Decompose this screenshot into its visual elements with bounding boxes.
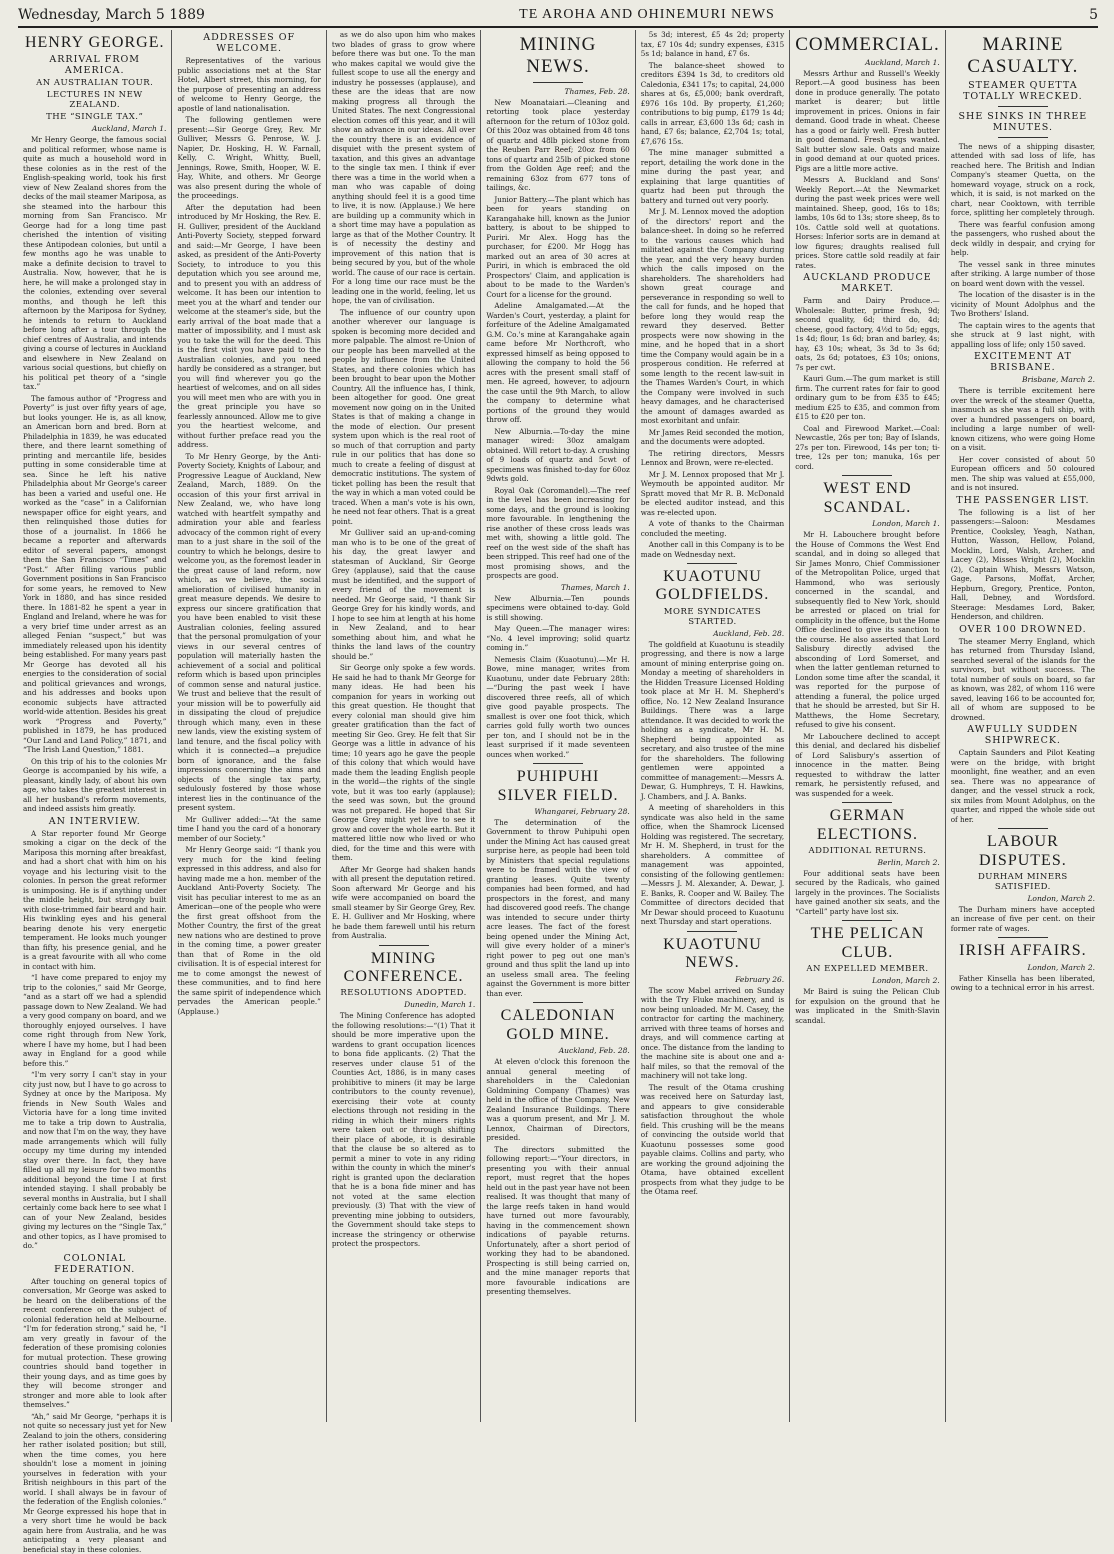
- divider: [533, 82, 583, 83]
- article-body: [641, 30, 784, 559]
- subheading: MORE SYNDICATES STARTED.: [663, 606, 762, 627]
- article-body: [23, 1277, 166, 1554]
- section-heading: AUCKLAND PRODUCE MARKET.: [803, 272, 932, 295]
- paragraph: Mr Gulliver added:—“At the same time I hand you the card of a honorary member of our Society.”: [177, 814, 321, 843]
- paragraph: On this trip of his to the colonies Mr George is accompanied by his wife, a pleasant, kindly lady, of about his own age, who takes the greatest interest in all her husband's reform movements, and indeed assists him greatly.: [23, 756, 167, 814]
- dateline: February 26.: [735, 974, 785, 984]
- column-5: [636, 30, 790, 1422]
- subheading: STEAMER QUETTA TOTALLY WRECKED.: [963, 79, 1083, 102]
- paragraph: A vote of thanks to the Chairman concluded the meeting.: [640, 519, 785, 538]
- subheading: ARRIVAL FROM AMERICA.: [49, 54, 141, 77]
- article-body: [951, 905, 1095, 934]
- paragraph: 5s 3d; interest, £5 4s 2d; property tax, £7 10s 4d; sundry expenses, £315 5s 1d; balance in hand, £7 6s.: [640, 30, 785, 58]
- article-heading: LABOUR DISPUTES.: [979, 833, 1067, 869]
- paragraph: Royal Oak (Coromandel).—The reef in the level has been increasing for some days, and the ground is looking more favourable. In lengthening the rise another of these cross leads was met with, showing a little gold. The reef on the west side of the shaft has been stripped. This reef had one of the most promising shows, and the prospects are good.: [486, 485, 630, 581]
- article-body: [177, 56, 320, 1016]
- paragraph: “Ah,” said Mr George, “perhaps it is not quite so necessary just yet for New Zealand to join the others, considering her rather isolated position; but still, when the time comes, you here shouldn't lose a moment in joining yourselves in federation with your British neighbours in this part of the world. I shall always be in favour of the federation of the English colonies.” Mr George expressed his hope that in a very short time he would be back again here from Australia, and he was anticipating a very pleasant and beneficial stay in these colonies.: [23, 1411, 167, 1554]
- dateline: London, March 1.: [872, 519, 940, 529]
- paragraph: There was fearful confusion among the passengers, who rushed about the deck wildly in despair, and crying for help.: [950, 219, 1096, 258]
- paragraph: New Alburnia.—Ten pounds specimens were obtained to-day. Gold is still showing.: [486, 593, 630, 622]
- article-heading: PUHIPUHI SILVER FIELD.: [497, 768, 619, 804]
- article-body: [795, 69, 940, 271]
- paragraph: The mine manager submitted a report, detailing the work done in the mine during the past year, and explaining that large quantities of quartz had been put through the battery and turned out very poorly.: [640, 148, 785, 205]
- article-body: [795, 530, 940, 798]
- divider: [842, 802, 892, 803]
- article-heading: MARINE CASUALTY.: [967, 34, 1079, 77]
- article-body: [641, 640, 784, 927]
- paragraph: The Mining Conference has adopted the following resolutions:—“(1) That it should be more imperative upon the wardens to grant occupation licences to bona fide applicants. (2) That the reserves under clause 51 of the Counties Act, 1886, is in many cases prohibitive to miners (it may be large contributors to the county revenue), exercising their vote at county elections through not residing in the riding in which their miners rights were taken out or through shifting their place of abode, it is desirable that the clause be so altered as to permit a miner to vote in any riding within the county in which the miner's right is granted upon the declaration that he is a bona fide miner and has not voted at the same election previously. (3) That with the view of preventing mine jobbing to outsiders, the Government should take steps to increase the stringency or otherwise protect the prospectors.: [331, 1011, 476, 1249]
- article-heading: KUAOTUNU NEWS.: [663, 935, 762, 972]
- dateline: Whangarei, February 28.: [534, 806, 630, 816]
- paragraph: At eleven o'clock this forenoon the annual general meeting of shareholders in the Caledonian Goldmining Company (Thames) was held in the office of the Company, New Zealand Insurance Buildings. There was a quorum present, and Mr J. M. Lennox, Chairman of Directors, presided.: [486, 1057, 630, 1143]
- dateline: Thames, Feb. 28.: [564, 86, 630, 96]
- article-heading: MINING NEWS.: [519, 34, 597, 77]
- paragraph: “I'm very sorry I can't stay in your city just now, but I have to go across to Sydney at once by the Mariposa. My friends in New South Wales and Victoria have for a long time invited me to take a trip down to Australia, and now that I'm on the way, they have made arrangements which will fully occupy my time during my intended stay over there. In fact, they have filled up all my leisure for two months additional beyond the time I at first intended staying. I shall probably be several months in Australia, but I shall certainly come back here to see what I can of your New Zealand, besides giving my lectures on the “Single Tax,” and other topics, as I have promised to do.”: [23, 1070, 167, 1251]
- divider: [998, 106, 1048, 107]
- paragraph: The balance-sheet showed to creditors £394 1s 3d, to creditors old Caledonia, £341 17s; to capital, 24,000 shares at 6s, £5,000; bank overdraft, £976 16s 10d. By property, £1,260; contributions to big pump, £179 1s 4d; calls in arrear, £3,600 13s 6d; cash in hand, £7 6s; balance, £2,704 1s; total, £7,676 15s.: [640, 60, 785, 146]
- paragraph: Nemesis Claim (Kuaotunu).—Mr H. Bowe, mine manager, writes from Kuaotunu, under date February 28th:—“During the past week I have discovered three reefs, all of which give good payable prospects. The smallest is over one foot thick, which carries gold fully worth two ounces per ton, and I should not be in the least surprised if it made seventeen ounces when worked.”: [486, 654, 630, 759]
- dateline: Berlin, March 2.: [877, 857, 940, 867]
- section-heading: OVER 100 DROWNED.: [959, 623, 1087, 635]
- article-heading: HENRY GEORGE.: [24, 34, 165, 51]
- paragraph: Adeline Amalgamated.—At the Warden's Court, yesterday, a plaint for forfeiture of the Adeline Amalgamated G.M. Co.'s mine at Karangahake again came before Mr Northcroft, who expressed himself as being opposed to allowing the company to hold the 56 acres with the present small staff of men. He agreed, however, to adjourn the case until the 9th March, to allow the company to determine what portions of the ground they would throw off.: [486, 301, 630, 425]
- paragraph: The retiring directors, Messrs Lennox and Brown, were re-elected.: [640, 448, 785, 467]
- paragraph: Another call in this Company is to be made on Wednesday next.: [640, 540, 785, 559]
- section-heading: AN INTERVIEW.: [48, 815, 141, 827]
- paragraph: After the deputation had been introduced by Mr Hosking, the Rev. E. H. Gulliver, president of the Auckland Anti-Poverty Society, stepped forward and said:—Mr George, I have been asked, as president of the Anti-Poverty Society, to introduce to you this deputation which you see around me, and to present you with an address of welcome. It has been our intention to meet you at the wharf and tender our welcome at the steamer's side, but the early arrival of the boat made that a matter of impossibility, and I must ask you to take the will for the deed. This is the first visit you have paid to the Australian colonies, and you need hardly be considered as a stranger, but you will find wherever you go the heartiest of welcomes, and on all sides you will meet men who are with you in the great principle you have so fearlessly announced. Allow me to give you the heartiest welcome, and without further preface read you the address.: [177, 202, 321, 449]
- paragraph: Kauri Gum.—The gum market is still firm. The current rates for fair to good ordinary gum to be from £35 to £45; medium £25 to £35, and common from £15 to £20 per ton.: [795, 374, 940, 422]
- column-4: [481, 30, 635, 1422]
- dateline: Thames, March 1.: [560, 582, 630, 592]
- divider: [533, 763, 583, 764]
- paragraph: The vessel sank in three minutes after striking. A large number of those on board went down with the vessel.: [950, 259, 1096, 288]
- subheading: DURHAM MINERS SATISFIED.: [977, 871, 1068, 892]
- subheading: ADDITIONAL RETURNS.: [808, 845, 927, 856]
- section-heading: AWFULLY SUDDEN SHIPWRECK.: [967, 724, 1079, 747]
- article-body: [951, 142, 1095, 350]
- paragraph: The goldfield at Kuaotunu is steadily progressing, and there is now a large amount of mining enterprise going on. Monday a meeting of shareholders in the Hidden Treasure Licensed Holding took place at Mr H. M. Shepherd's office, No. 12 New Zealand Insurance Buildings. There was a large attendance. It was decided to work the holding as a syndicate, Mr H. M. Shepherd being appointed as secretary, and also trustee of the mine for the shareholders. The following gentlemen were appointed a committee of management:—Messrs A. Dewar, G. Humphreys, T. H. Hawkins, J. Chambers, and J. A. Banks.: [640, 639, 785, 801]
- article-body: [486, 594, 629, 760]
- article-body: [951, 508, 1095, 622]
- article-heading: WEST END SCANDAL.: [823, 480, 912, 516]
- paragraph: There is terrible excitement here over the wreck of the steamer Quetta, inasmuch as she was a full ship, with over a hundred passengers on board, including a large number of well-known citizens, who were going Home on a visit.: [950, 386, 1096, 453]
- subheading: AN AUSTRALIAN TOUR.: [36, 78, 154, 89]
- article-heading: GERMAN ELECTIONS.: [816, 807, 919, 843]
- paragraph: New Alburnia.—To-day the mine manager wired: 30oz amalgam obtained. Will retort to-day. A crushing of 9 loads of quartz and 5cwt of specimens was finished to-day for 60oz 9dwts gold.: [486, 426, 630, 484]
- paragraph: The captain wires to the agents that she struck at 9 last night, with appalling loss of life; only 150 saved.: [950, 320, 1096, 349]
- dateline: Auckland, March 1.: [91, 124, 167, 134]
- paragraph: Her cover consisted of about 50 European officers and 50 coloured men. The ship was valued at £55,000, and is not insured.: [950, 454, 1096, 493]
- paragraph: Father Kinsella has been liberated, owing to a technical error in his arrest.: [950, 973, 1096, 993]
- section-heading: COLONIAL FEDERATION.: [54, 1252, 136, 1275]
- article-heading: KUAOTUNU GOLDFIELDS.: [655, 568, 770, 604]
- article-body: [795, 987, 940, 1025]
- subheading: AN EXPELLED MEMBER.: [806, 964, 929, 975]
- masthead: [18, 4, 1098, 28]
- paragraph: The result of the Otama crushing was received here on Saturday last, and appears to give considerable satisfaction throughout the whole field. This crushing will be the means of convincing the outside world that Kuaotunu possesses some good payable claims. Collins and party, who are working the ground adjoining the Otama, have obtained excellent prospects from what they judge to be the Otama reef.: [640, 1082, 785, 1197]
- paragraph: Mr Gulliver said an up-and-coming man who is to be one of the great of his day, the great lawyer and statesman of Auckland, Sir George Grey (applause), said that the cause must be identified, and the support of every friend of the movement is needed. Mr George said, “I thank Sir George Grey for his kindly words, and I hope to see him at length at his home in New Zealand, and to hear something about him, and what he thinks the land laws of the country should be.”: [331, 528, 476, 661]
- paragraph: Mr James Reid seconded the motion, and the documents were adopted.: [640, 427, 785, 446]
- dateline: Auckland, Feb. 28.: [558, 1046, 630, 1056]
- paragraph: The location of the disaster is in the vicinity of Mount Adolphus and the Two Brothers' Island.: [950, 290, 1096, 319]
- paragraph: Junior Battery.—The plant which has been for years standing on Karangahake hill, known as the Junior battery, is about to be shipped to Puriri. Mr Alex. Hogg has the purchaser, for £200. Mr Hogg has marked out an area of 30 acres at Puriri, in which is embraced the old Prospectors' Claim, and application is about to be made to the Warden's Court for a license for the ground.: [486, 194, 630, 299]
- paragraph: The following is a list of her passengers:—Saloon: Mesdames Prentice, Cooksley, Yeagh, Nathan, Hutton, Wasson, Hellow, Poland, Mocklin, Lord, Walsh, Archer, and Lacey (2), Misses Wright (2), Mocklin (2), Captain Whish, Messrs Watson, Gage, Parsons, Moffat, Archer, Hepburn, Gregory, Prentice, Ponton, Hall, Debney, and Wordsford. Steerage: Mesdames Lord, Baker, Henderson, and children.: [950, 507, 1096, 622]
- article-heading: COMMERCIAL.: [795, 34, 940, 55]
- dateline: Brisbane, March 2.: [1022, 375, 1096, 385]
- column-2: [172, 30, 326, 1422]
- paragraph: The scow Mabel arrived on Sunday with the Try Fluke machinery, and is now being unloaded. Mr M. Casey, the contractor for carting the machinery, arrived with three teams of horses and drays, and will commence carting at once. The distance from the landing to the machine site is about one and a-half miles, so that the removal of the machinery will not take long.: [640, 985, 785, 1081]
- article-body: [23, 135, 166, 814]
- paragraph: A Star reporter found Mr George smoking a cigar on the deck of the Mariposa this morning after breakfast, and had a short chat with him on his voyage and his lecturing visit to the colonies. In person the great reformer is unimposing. He is if anything under the middle height, but strongly built with close-trimmed fair beard and hair. His twinkling eyes and his general bearing denote his very energetic temperament. He looks much younger than fifty, his presence genial, and he is a great favourite with all who come in contact with him.: [23, 828, 167, 971]
- article-body: [486, 1057, 629, 1297]
- paragraph: May Queen.—The manager wires: “No. 4 level improving; solid quartz coming in.”: [486, 624, 630, 653]
- section-heading: THE PASSENGER LIST.: [956, 494, 1090, 506]
- divider: [687, 931, 737, 932]
- paragraph: To Mr Henry George, by the Anti-Poverty Society, Knights of Labour, and Progressive League of Auckland, New Zealand, March, 1889. On the occasion of this your first arrival in New Zealand, we, who have long watched with heartfelt sympathy and admiration your able and fearless advocacy of the common right of every man to a just share in the soil of the country to which he belongs, desire to welcome you, as the foremost leader in the great cause of land reform, now which, as we believe, the social amelioration of civilised humanity in great measure depends. We desire to express our sincere gratification that you have been enabled to visit these Australian colonies, feeling assured that the personal promulgation of your views in our several centres of population will materially hasten the achievement of a social and political reform which is based upon principles of common sense and natural justice. We trust and believe that the result of your mission will be to powerfully aid in dissipating the cloud of prejudice through which many, even in these new lands, view the existing system of land tenure, and the fiscal policy with which it is connected—a prejudice born of ignorance, and the false impressions concerning the aims and objects of the single tax party, sedulously fostered by those whose interest lies in the continuance of the present system.: [177, 451, 321, 812]
- article-heading: CALEDONIAN GOLD MINE.: [500, 1007, 616, 1043]
- paragraph: The steamer Merry England, which has returned from Thursday Island, searched several of the islands for the survivors, but without success. The total number of souls on board, so far as known, was 282, of whom 116 were saved, leaving 166 to be accounted for, all of whom are supposed to be drowned.: [950, 636, 1096, 722]
- paragraph: Messrs Arthur and Russell's Weekly Report.—A good business has been done in produce generally. The potato market is dearer; but little improvement in prices. Onions in fair demand. Good trade in wheat. Cheese has a good or fairly well. Fresh butter in good demand. Fresh eggs wanted. Salt butter slow sale. Oats and maize in good demand at our quoted prices. Pigs are a little more active.: [795, 68, 940, 173]
- paragraph: The influence of our country upon another wherever our language is spoken is becoming more decided and more palpable. The almost re-Union of our people has been marvelled at the people by influence from the United States, and there colonies which has been brought to bear upon the Mother Country. All the influence has, I think, been altogether for good. One great movement now going on in the United States is that of making a change in the mode of election. Our present system upon which is the real root of so much of that corruption and party rule in our politics that has done so much to create a feeling of disgust at democratic institutions. The system of ticket polling has been the result that the way in which a man voted could be traced. When a man's vote is his own, he need not fear others. That is a great point.: [331, 307, 476, 526]
- paragraph: Mr Henry George, the famous social and political reformer, whose name is quite as much a household word in these colonies as in the rest of the English-speaking world, took his first view of New Zealand shores from the decks of the mail steamer Mariposa, as she steamed into the harbour this morning from San Francisco. Mr George had for a long time past cherished the intention of visiting these Antipodean colonies, but until a few months ago he was unable to make a definite decision to travel to Australia. Now, however, that he is here, he will make a prolonged stay in the colonies, extending over several months, and though he left this afternoon by the Mariposa for Sydney, he intends to return to Auckland before long after a tour through the chief centres of Australia, and intends giving a course of lectures in Auckland and elsewhere in New Zealand on various social questions, but chiefly on his political pet theory of a “single tax.”: [23, 135, 167, 392]
- subheading: SHE SINKS IN THREE MINUTES.: [958, 110, 1088, 133]
- paragraph: After touching on general topics of conversation, Mr George was asked to be heard on the deliberations of the recent conference on the subject of colonial federation held at Melbourne. “I'm for federation strong,” said he, “I am very greatly in favour of the federation of these promising colonies for mutual protection. These growing countries should band together in their young days, and as time goes by they will become stronger and stronger and more able to look after themselves.”: [23, 1276, 167, 1410]
- article-heading: ADDRESSES OF WELCOME.: [203, 32, 296, 54]
- paragraph: Messrs A. Buckland and Sons' Weekly Report.—At the Newmarket during the past week prices were well maintained. Sheep, good, 16s to 18s; lambs, 10s 6d to 13s; store sheep, 8s to 10s. Cattle sold well at quotations. Horses: Inferior sorts are in demand at low figures; draughts realised full prices. Store cattle sold readily at fair rates.: [795, 175, 940, 270]
- paragraph: Farm and Dairy Produce.—Wholesale: Butter, prime fresh, 9d; second quality, 6d; third do, 4d; cheese, good factory, 4½d to 5d; eggs, 1s 4d; flour, 1s 6d; bran and barley, 4s; hay, £3 10s; wheat, 3s 3d to 3s 6d; oats, 2s 6d; potatoes, £3 10s; onions, 7s per cwt.: [795, 296, 940, 372]
- paragraph: Sir George only spoke a few words. He said he had to thank Mr George for many ideas. He had been his companion for years in working out this great question. He thought that every colonial man should give him greater gratification than the fact of meeting Sir Geo. Grey. He felt that Sir George was a little in advance of his time; 10 years ago he gave the people of this colony that which would have made them the leading English people in the world—the rights of the single vote, but it was too early (applause); the seed was sown, but the ground was not prepared. He hoped that Sir George Grey might yet live to see it grow and cover the whole earth. But it mattered little now who lived or who died, for the time and this were with them.: [331, 663, 476, 862]
- article-body: [23, 829, 166, 1251]
- article-heading: THE PELICAN CLUB.: [810, 925, 925, 961]
- subheading: LECTURES IN NEW ZEALAND.: [46, 90, 143, 111]
- subheading: RESOLUTIONS ADOPTED.: [340, 988, 467, 999]
- paragraph: The Durham miners have accepted an increase of five per cent. on their former rate of wages.: [950, 904, 1096, 933]
- paragraph: Four additional seats have been secured by the Radicals, who gained largely in the provinces. The Socialists have gained another six seats, and the “Cartell” party have lost six.: [795, 868, 940, 916]
- dateline: Auckland, Feb. 28.: [713, 628, 785, 638]
- page-number: 5: [1089, 7, 1098, 23]
- dateline: London, March 2.: [1027, 962, 1096, 972]
- paragraph: as we do also upon him who makes two blades of grass to grow where before there was but one. To the man who makes capital we would give the fullest scope to use all the energy and industry he possesses (applause), and these are the ideas that are now making progress all through the United States. The next Congressional election comes off this year, and it will show an advance in our ideas. All over the country there is an evidence of disquiet with the present system of taxation, and this gives an advantage to the single tax men. I think if ever there was a time in the world when a man who was capable of doing anything should feel it is a good time to live, it is now. (Applause.) We here are building up a community which in a short time may have a population as large as that of the Mother Country. It is of necessity the destiny and improvement of this nation that is being secured by you, but of the whole world. The cause of our race is certain. For a long time our race must be the leading one in the world, feeling, let us hope, the van of civilisation.: [331, 30, 476, 305]
- divider: [533, 1002, 583, 1003]
- article-body: [641, 986, 784, 1197]
- subheading: THE “SINGLE TAX.”: [46, 112, 144, 123]
- paragraph: The following gentlemen were present:—Sir George Grey, Rev. Mr Gulliver, Messrs G. Penrose, W. J. Napier, Dr. Hosking, H. W. Farnall, Kelly, C. Wright, Whitty, Buell, Jennings, Rowe, Smith, Hooper, W. E. Hay, White, and others. Mr George was also present during the whole of the proceedings.: [177, 115, 321, 200]
- columns: [18, 30, 1100, 1554]
- paragraph: Mr Henry George said: “I thank you very much for the kind feeling expressed in this address, and also for having made me a hon. member of the Auckland Anti-Poverty Society. The visit has peculiar interest to me as an American—one of the people who were the first great offshoot from the Mother Country, the first of the great new nations who are destined to prove in the coming time, a power greater than that of Rome in the old civilisation. It is of especial interest for me to come amongst the newest of these communities, and to find here the same spirit of independence which pervades the American people.” (Applause.): [177, 845, 321, 1016]
- article-body: [951, 748, 1095, 824]
- paragraph: “I have come prepared to enjoy my trip to the colonies,” said Mr George, “and as a start off we had a splendid passage down to New Zealand. We had a very good company on board, and we thoroughly enjoyed ourselves. I have come right through from New York, where I have my home, but I had been away in England for a good while before this.”: [23, 973, 167, 1068]
- paragraph: The famous author of “Progress and Poverty” is just over fifty years of age, but looks younger. He is, as all know, an American born and bred. Born at Philadelphia in 1839, he was educated there, and there learnt something of printing and mercantile life, besides putting in some considerable time at sea. Since he left his native Philadelphia about Mr George's career has been a varied and useful one. He worked as the “case” in a Californian newspaper office for eight years, and then relinquished those duties for those of a journalist. In 1866 he became a reporter and afterwards editor of several papers, amongst them the San Francisco “Times” and “Post.” After filling various public Government positions in San Francisco for some years, he removed to New York in 1880, and has since resided there. In 1881-82 he spent a year in England and Ireland, where he was for a very brief time under arrest as an alleged Fenian “suspect,” but was immediately released upon his identity being established. For many years past Mr George has devoted all his energies to the consideration of social and political grievances and wrongs, and his addresses and books upon economic subjects have attracted world-wide attention. Besides his great work “Progress and Poverty,” published in 1879, he has produced “Our Land and Land Policy,” 1871, and “The Irish Land Question,” 1881.: [23, 393, 167, 755]
- divider: [379, 945, 429, 946]
- newspaper-title: TE AROHA AND OHINEMURI NEWS: [519, 7, 775, 22]
- paragraph: New Moanataiari.—Cleaning and retorting took place yesterday afternoon for the return of 103oz gold. Of this 20oz was obtained from 48 tons of quartz and 48lb picked stone from the Reuben Parr Reef; 20oz from 60 tons of quartz and 25lb of picked stone from the Golden Age reef; and the remaining 63oz from 677 tons of tailings, &c.: [486, 97, 630, 193]
- paragraph: Captain Saunders and Pilot Keating were on the bridge, with bright moonlight, fine weather, and an even sea. There was no appearance of danger, and the vessel struck a rock, six miles from Mount Adolphus, on the quarter, and ripped the whole side out of her.: [950, 748, 1096, 824]
- column-1: [18, 30, 172, 1554]
- issue-date: Wednesday, March 5 1889: [18, 7, 205, 23]
- divider: [998, 937, 1048, 938]
- article-body: [795, 296, 940, 471]
- article-body: [795, 869, 940, 917]
- dateline: Dunedin, March 1.: [404, 1000, 476, 1010]
- article-body: [332, 1011, 475, 1249]
- dateline: Auckland, March 1.: [865, 57, 940, 67]
- paragraph: Coal and Firewood Market.—Coal: Newcastle, 26s per ton; Bay of Islands, 27s per ton. Firewood, 14s per ton; ti-tree, 12s per ton; manuka, 16s per cord.: [795, 423, 940, 471]
- divider: [998, 137, 1048, 138]
- section-heading: EXCITEMENT AT BRISBANE.: [973, 351, 1072, 374]
- paragraph: Mr Baird is suing the Pelican Club for expulsion on the ground that he was implicated in the Smith-Slavin scandal.: [795, 987, 940, 1025]
- article-body: [486, 818, 629, 999]
- paragraph: A meeting of shareholders in this syndicate was also held in the same office, when the Shamrock Licensed Holding was registered. The secretary, Mr H. M. Shepherd, in trust for the shareholders. A committee of management was appointed, consisting of the following gentlemen:—Messrs J. M. Alexander, A. Dewar, J. E. Banks, R. Cooper and W. Bailey. The Committee of directors decided that Mr Dewar should proceed to Kuaotunu next Thursday and start operations.: [640, 803, 785, 927]
- column-3: [327, 30, 481, 1422]
- article-heading: IRISH AFFAIRS.: [959, 942, 1087, 960]
- dateline: London, March 2.: [872, 976, 940, 986]
- paragraph: Mr J. M. Lennox moved the adoption of the directors' report and the balance-sheet. In doing so he referred to the various causes which had militated against the Company during the year, and the very heavy burden which the calls imposed on the shareholders. The shareholders had shown great courage and perseverance in responding so well to the call for funds, and he hoped that before long they would reap the reward they deserved. Better prospects were now showing in the mine, and he hoped that in a short time the Company would again be in a prosperous condition. He referred at some length to the recent law-suit in the Thames Warden's Court, in which the Company were involved in such heavy damages, and he characterised the amount of damages awarded as most exorbitant and unfair.: [640, 207, 785, 425]
- article-body: [951, 386, 1095, 493]
- article-body: [951, 974, 1095, 993]
- divider: [687, 563, 737, 564]
- article-body: [951, 637, 1095, 723]
- divider: [998, 828, 1048, 829]
- column-6: [790, 30, 946, 1422]
- paragraph: Mr J. M. Lennox proposed that Mr J. Weymouth be appointed auditor. Mr Spratt moved that Mr R. B. McDonald be elected auditor instead, and this was re-elected upon.: [640, 469, 785, 517]
- paragraph: Mr Labouchere declined to accept this denial, and declared his disbelief of Lord Salisbury's assertion of innocence in the matter. Being requested to withdraw the latter remark, he persistently refused, and was suspended for a week.: [795, 731, 940, 798]
- article-body: [332, 30, 475, 941]
- paragraph: The directors submitted the following report:—“Your directors, in presenting you with their annual report, must regret that the hopes held out in the past year have not been realised. It was thought that many of the large reefs taken in hand would have turned out more favourably, having in the commencement shown indications of payable returns. Unfortunately, after a short period of working they had to be abandoned. Prospecting is still being carried on, and the mine manager reports that more favourable indications are presenting themselves.: [486, 1144, 630, 1297]
- paragraph: The determination of the Government to throw Puhipuhi open under the Mining Act has caused great surprise here, as people had been told by Ministers that special regulations were to be framed with the view of granting leases. Quite twenty companies had been formed, and had prospectors in the forest, and many had discovered good reefs. The change was intended to secure under thirty acre leases. The fact of the forest being opened under the Mining Act, will give every holder of a miner's right power to peg out one man's ground and thus split the land up into an useless small area. The feeling against the Government is more bitter than ever.: [486, 817, 630, 998]
- paragraph: Representatives of the various public associations met at the Star Hotel, Albert street, this morning, for the purpose of presenting an address of welcome to Henry George, the apostle of land nationalisation.: [177, 56, 321, 113]
- article-heading: MINING CONFERENCE.: [343, 949, 464, 985]
- column-7: [946, 30, 1100, 1422]
- article-body: [486, 98, 629, 581]
- paragraph: After Mr George had shaken hands with all present the deputation retired. Soon afterward Mr George and his wife were accompanied on board the small steamer by Sir George Grey, Rev. E. H. Gulliver and Mr Hosking, where he bade them farewell until his return from Australia.: [331, 864, 476, 940]
- paragraph: Mr H. Labouchere brought before the House of Commons the West End scandal, and in doing so alleged that Sir James Monro, Chief Commissioner of the Metropolitan Police, urged that Hammond, who was seriously concerned in the scandal, and subsequently fled to New York, should be arrested or placed on trial for complicity in the offence, but the Home Office declined to give its sanction to the course. He also asserted that Lord Salisbury directly advised the absconding of Lord Somerset, and when the latter gentleman returned to London some time after the scandal, it was reported for the purpose of attending a funeral, the police urged that he should be arrested, but Sir H. Matthews, the Home Secretary, refused to give his consent.: [795, 530, 940, 730]
- dateline: London, March 2.: [1027, 893, 1096, 903]
- divider: [842, 920, 892, 921]
- paragraph: The news of a shipping disaster, attended with sad loss of life, has reached here. The British and Indian Company's steamer Quetta, on the homeward voyage, struck on a rock, which, it is said, is not marked on the chart, near Cooktown, with terrible force, splitting her completely through.: [950, 141, 1096, 218]
- divider: [842, 475, 892, 476]
